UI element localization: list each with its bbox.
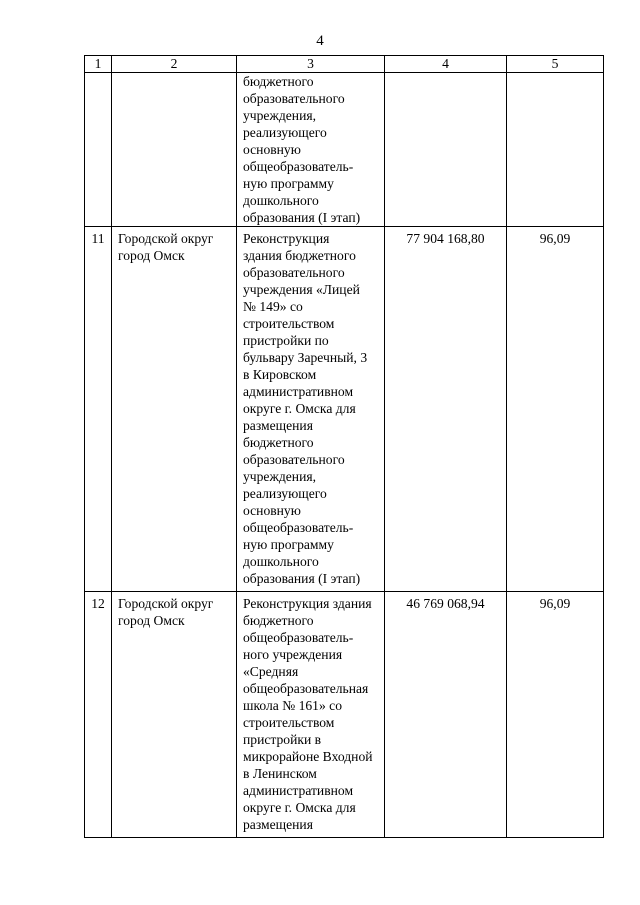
document-table (84, 55, 604, 838)
cell-municipality: Городской округ город Омск (112, 592, 237, 838)
table-row-continuation (85, 73, 604, 227)
cell-amount (385, 73, 507, 227)
cell-amount: 77 904 168,80 (385, 227, 507, 592)
column-number-2: 2 (112, 56, 237, 73)
cell-description: Реконструкция здания бюджетного образовательного учреждения «Лицей № 149» со строительством пристройки по бульвару Заречный, 3 в Кировском административном округе г. Омска для размещения бюджетного образовательного учреждения, реализующего основную общеобразователь- ную программу дошкольного образования (I этап) (237, 227, 385, 592)
cell-amount: 46 769 068,94 (385, 592, 507, 838)
cell-description: Реконструкция здания бюджетного общеобразователь- ного учреждения «Средняя общеобразовательная школа № 161» со строительством пристройки в микрорайоне Входной в Ленинском административном округе г. Омска для размещения (237, 592, 385, 838)
cell-municipality: Городской округ город Омск (112, 227, 237, 592)
cell-share (507, 73, 604, 227)
cell-number: 11 (85, 227, 112, 592)
column-number-row (85, 56, 604, 73)
table-row (85, 227, 604, 592)
table-row (85, 592, 604, 838)
cell-share: 96,09 (507, 592, 604, 838)
cell-share: 96,09 (507, 227, 604, 592)
cell-number: 12 (85, 592, 112, 838)
column-number-3: 3 (237, 56, 385, 73)
cell-number (85, 73, 112, 227)
cell-description: бюджетного образовательного учреждения, реализующего основную общеобразователь- ную программу дошкольного образования (I этап) (237, 73, 385, 227)
page-number: 4 (316, 33, 324, 49)
column-number-4: 4 (385, 56, 507, 73)
cell-municipality (112, 73, 237, 227)
column-number-1: 1 (85, 56, 112, 73)
column-number-5: 5 (507, 56, 604, 73)
